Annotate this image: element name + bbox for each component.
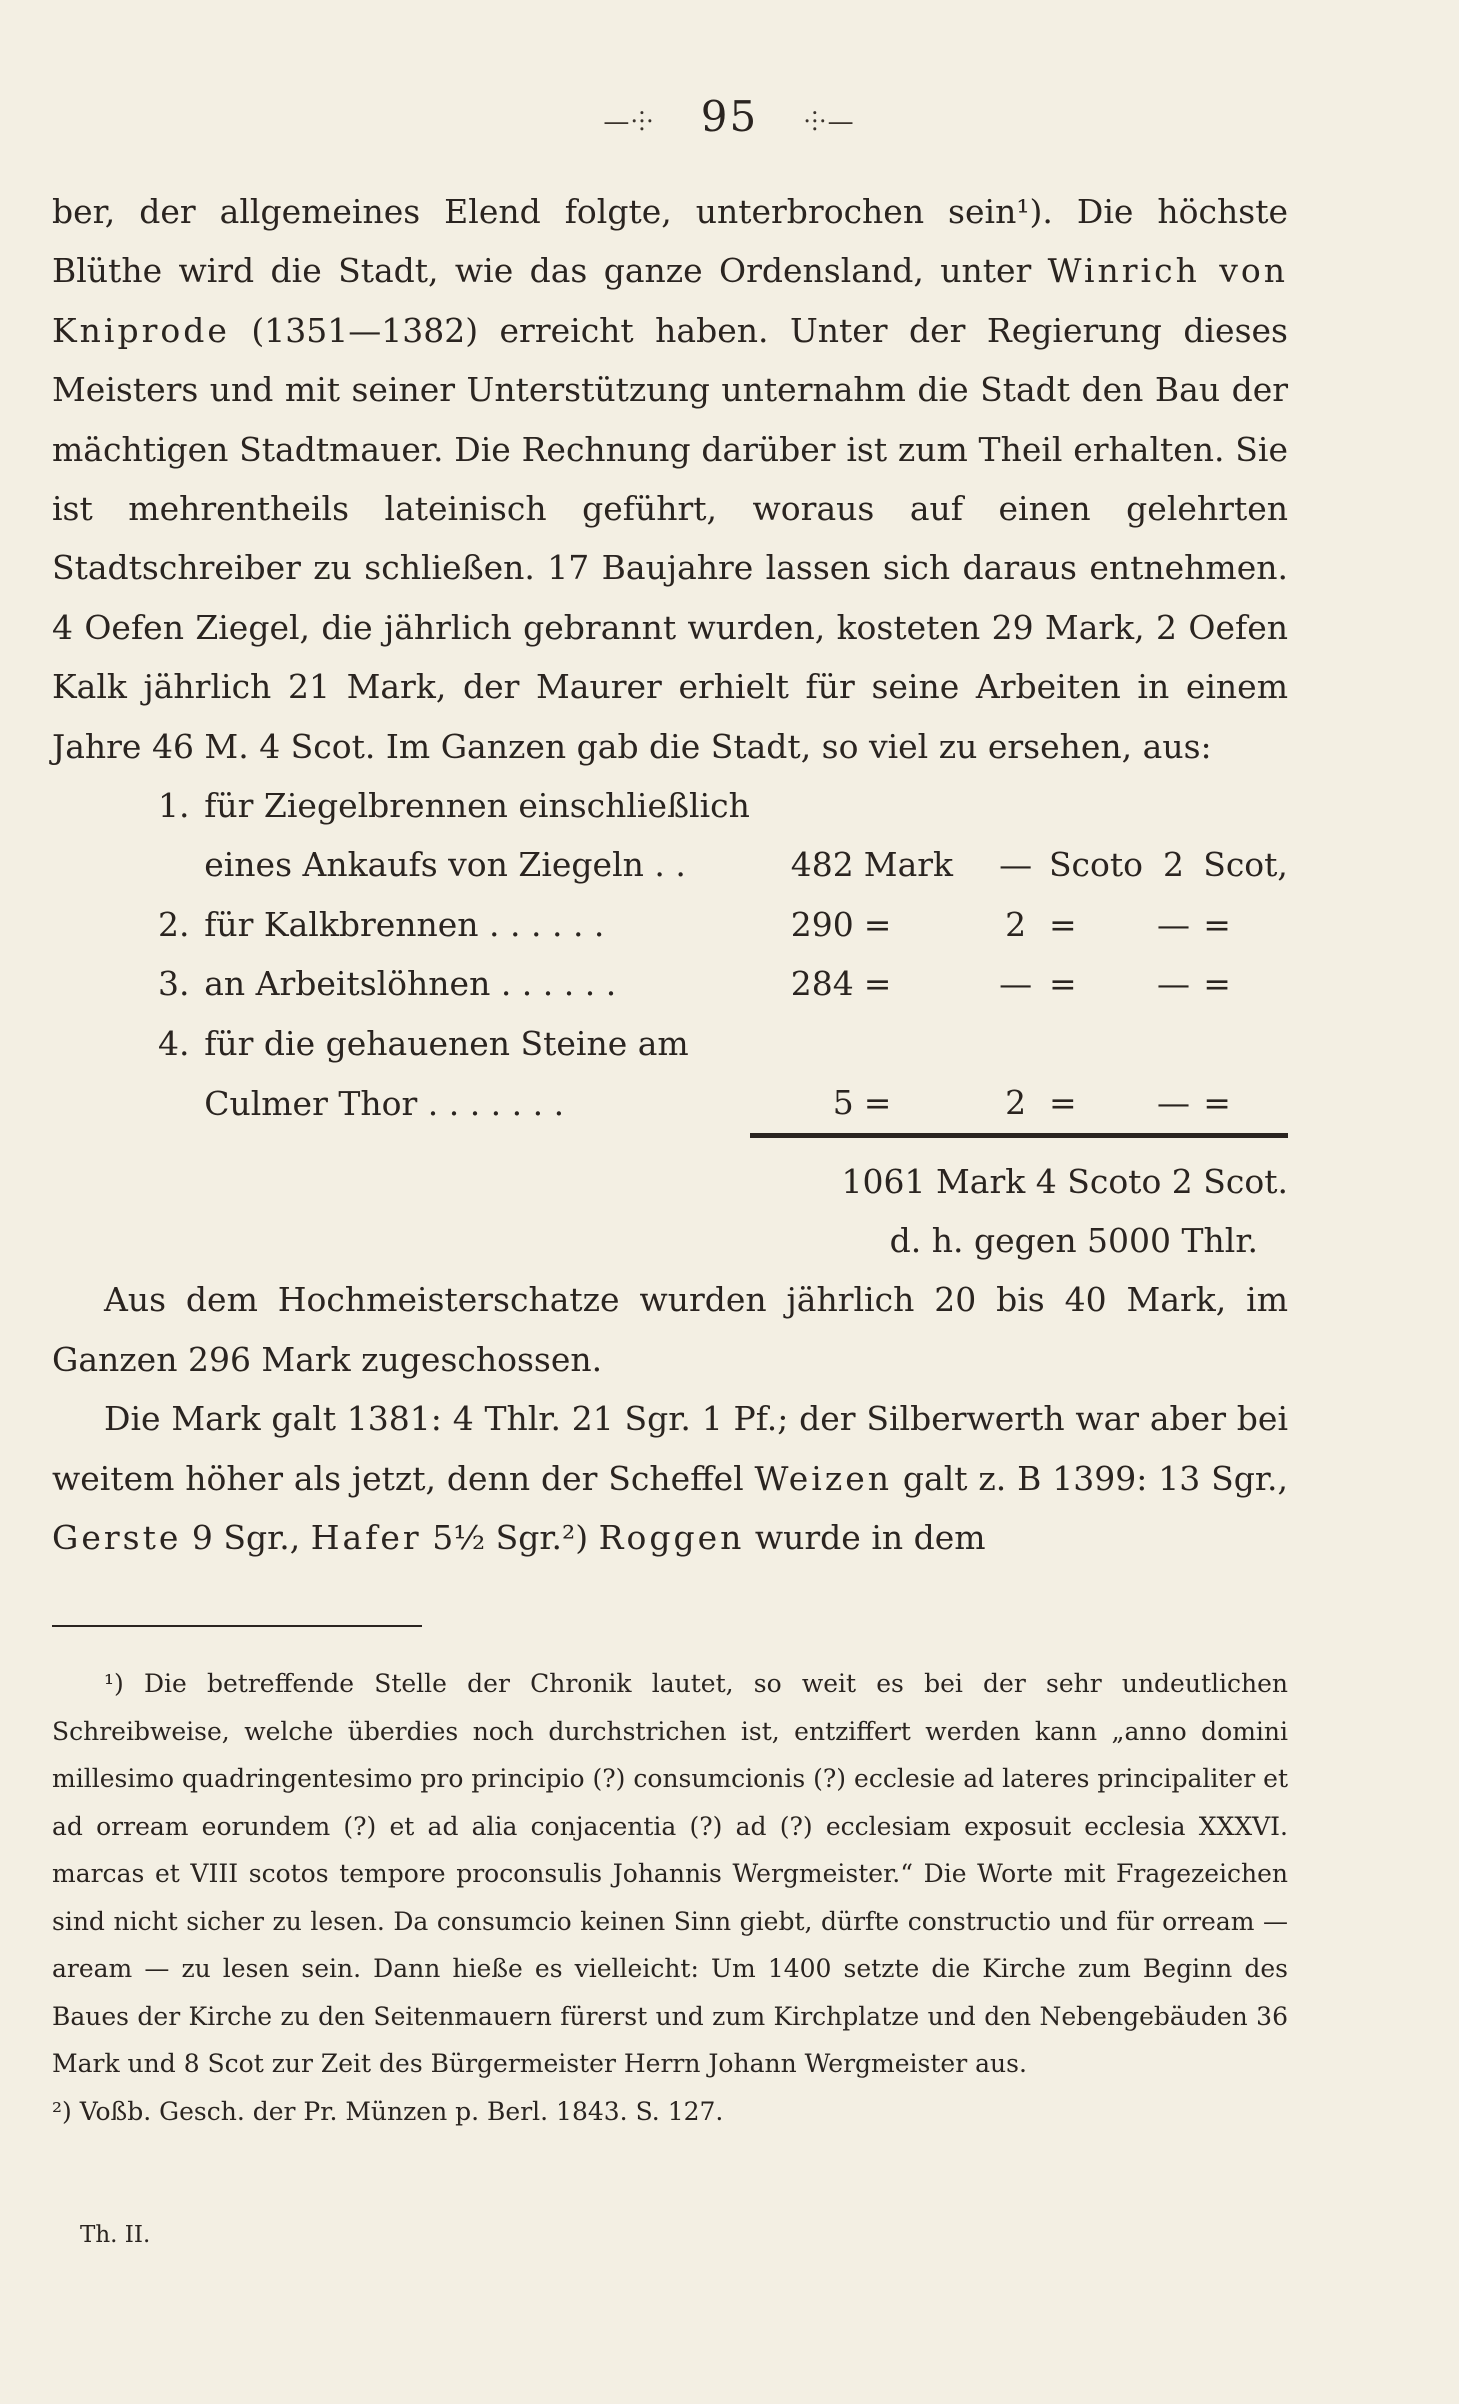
skot-amount: — — [999, 964, 1033, 1004]
table-row — [158, 776, 1288, 835]
scot-amount — [1144, 776, 1204, 835]
table-row — [158, 835, 1288, 894]
scot-unit — [1203, 776, 1288, 835]
scot-unit: Scot, — [1203, 845, 1288, 885]
term-gerste: Gerste — [52, 1517, 182, 1557]
term-roggen: Roggen — [598, 1517, 745, 1557]
skot-amount: 2 — [1005, 1083, 1027, 1123]
row-number — [158, 835, 204, 894]
paragraph-3 — [52, 1389, 1288, 1567]
row-label: an Arbeitslöhnen . . . . . . — [204, 964, 617, 1004]
table-row — [158, 895, 1288, 954]
scot-amount: — — [1156, 1083, 1190, 1123]
row-label: für die gehauenen Steine am — [204, 1023, 689, 1063]
skot-amount: — — [999, 845, 1033, 885]
mark-amount: 482 — [790, 845, 854, 885]
paragraph-2: Aus dem Hochmeisterschatze wurden jährlich 20 bis 40 Mark, im Ganzen 296 Mark zugeschossen. — [52, 1280, 1288, 1379]
expense-table — [158, 776, 1288, 1270]
mark-unit: = — [863, 1083, 892, 1123]
total-sum: 1061 Mark 4 Scoto 2 Scot. — [841, 1161, 1288, 1201]
scot-amount: — — [1156, 964, 1190, 1004]
row-number: 4. — [158, 1023, 190, 1063]
skot-amount — [982, 1014, 1049, 1073]
signature-mark: Th. II. — [80, 2222, 151, 2248]
skot-unit: Scoto — [1048, 845, 1144, 885]
thaler-equivalent: d. h. gegen 5000 Thlr. — [889, 1220, 1258, 1260]
row-label: für Kalkbrennen . . . . . . — [204, 904, 605, 944]
paragraph-3-part-b: galt z. B 1399: 13 Sgr., — [892, 1458, 1288, 1498]
name-winrich: Winrich von Kniprode — [52, 251, 1288, 350]
paragraph-3-part-e: wurde in dem — [744, 1517, 986, 1557]
mark-unit — [864, 776, 982, 835]
main-text — [52, 182, 1288, 1567]
skot-unit: = — [1048, 1083, 1077, 1123]
mark-unit: = — [863, 964, 892, 1004]
equivalent-row — [158, 1211, 1288, 1270]
scot-unit: = — [1203, 1083, 1231, 1123]
paragraph-1 — [52, 182, 1288, 776]
scot-amount: — — [1156, 904, 1190, 944]
term-hafer: Hafer — [310, 1517, 422, 1557]
scot-amount: 2 — [1162, 845, 1184, 885]
table-row — [158, 954, 1288, 1013]
skot-unit — [1049, 776, 1144, 835]
term-weizen: Weizen — [754, 1458, 893, 1498]
table-row — [158, 1014, 1288, 1073]
page-number: 95 — [700, 92, 759, 141]
footnotes — [52, 1660, 1288, 2135]
table-row — [158, 1073, 1288, 1135]
row-label: eines Ankaufs von Ziegeln . . — [204, 845, 686, 885]
skot-unit: = — [1048, 964, 1077, 1004]
skot-unit — [1049, 1014, 1144, 1073]
row-number: 3. — [158, 964, 190, 1004]
paragraph-1-part-b: (1351—1382) erreicht haben. Unter der Regierung dieses Meisters und mit seiner Unterstützung unternahm die Stadt den Bau der mächtigen Stadtmauer. Die Rechnung darüber ist zum Theil erhalten. Sie ist mehrentheils lateinisch geführt, woraus auf einen gelehrten Stadtschreiber zu schließen. 17 Baujahre lassen sich daraus entnehmen. 4 Oefen Ziegel, die jährlich gebrannt wurden, kosteten 29 Mark, 2 Oefen Kalk jährlich 21 Mark, der Maurer erhielt für seine Arbeiten in einem Jahre 46 M. 4 Scot. Im Ganzen gab die Stadt, so viel zu ersehen, aus: — [52, 310, 1288, 766]
row-number: 1. — [158, 786, 190, 826]
left-ornament: —⸭ — [603, 107, 655, 137]
mark-amount: 290 — [790, 904, 854, 944]
skot-amount: 2 — [1005, 904, 1027, 944]
row-number: 2. — [158, 904, 190, 944]
mark-unit: Mark — [863, 845, 954, 885]
paragraph-3-part-d: 5½ Sgr.²) — [421, 1517, 599, 1557]
right-ornament: ⸭— — [804, 107, 856, 137]
paragraph-1-part-a: ber, der allgemeines Elend folgte, unterbrochen sein¹). Die höchste Blüthe wird die Stadt, wie das ganze Ordensland, unter — [52, 192, 1288, 291]
footnote-1: ¹) Die betreffende Stelle der Chronik lautet, so weit es bei der sehr undeutlichen Schreibweise, welche überdies noch durchstrichen ist, entziffert werden kann „anno domini millesimo quadringentesimo pro principio (?) consumcionis (?) ecclesie ad lateres principaliter et ad orream eorundem (?) et ad alia conjacentia (?) ad (?) ecclesiam exposuit ecclesia XXXVI. marcas et VIII scotos tempore proconsulis Johannis Wergmeister.“ Die Worte mit Fragezeichen sind nicht sicher zu lesen. Da consumcio keinen Sinn giebt, dürfte constructio und für orream — aream — zu lesen sein. Dann hieße es vielleicht: Um 1400 setzte die Kirche zum Beginn des Baues der Kirche zu den Seitenmauern fürerst und zum Kirchplatze und den Nebengebäuden 36 Mark und 8 Scot zur Zeit des Bürgermeister Herrn Johann Wergmeister aus. — [52, 1669, 1288, 2078]
scot-amount — [1144, 1014, 1204, 1073]
mark-amount: 5 — [832, 1083, 854, 1123]
skot-unit: = — [1048, 904, 1077, 944]
scot-unit: = — [1203, 904, 1231, 944]
paragraph-3-part-c: 9 Sgr., — [181, 1517, 311, 1557]
row-label: Culmer Thor . . . . . . . — [204, 1084, 565, 1124]
total-row — [158, 1152, 1288, 1211]
mark-unit — [864, 1014, 982, 1073]
mark-amount: 284 — [790, 964, 854, 1004]
scot-unit: = — [1203, 964, 1231, 1004]
page-header — [0, 92, 1459, 141]
skot-amount — [982, 776, 1049, 835]
footnote-divider — [52, 1625, 422, 1627]
footnote-2: ²) Voßb. Gesch. der Pr. Münzen p. Berl. 1843. S. 127. — [52, 2096, 724, 2126]
mark-unit: = — [863, 904, 892, 944]
table-rule — [158, 1135, 1288, 1152]
row-number — [158, 1073, 204, 1135]
scot-unit — [1203, 1014, 1288, 1073]
mark-amount — [750, 1014, 864, 1073]
row-label: für Ziegelbrennen einschließlich — [204, 786, 750, 826]
paragraph-3-part-a: Die Mark galt 1381: 4 Thlr. 21 Sgr. 1 Pf.; der Silberwerth war aber bei weitem höher als jetzt, denn der Scheffel — [52, 1399, 1288, 1498]
mark-amount — [750, 776, 864, 835]
